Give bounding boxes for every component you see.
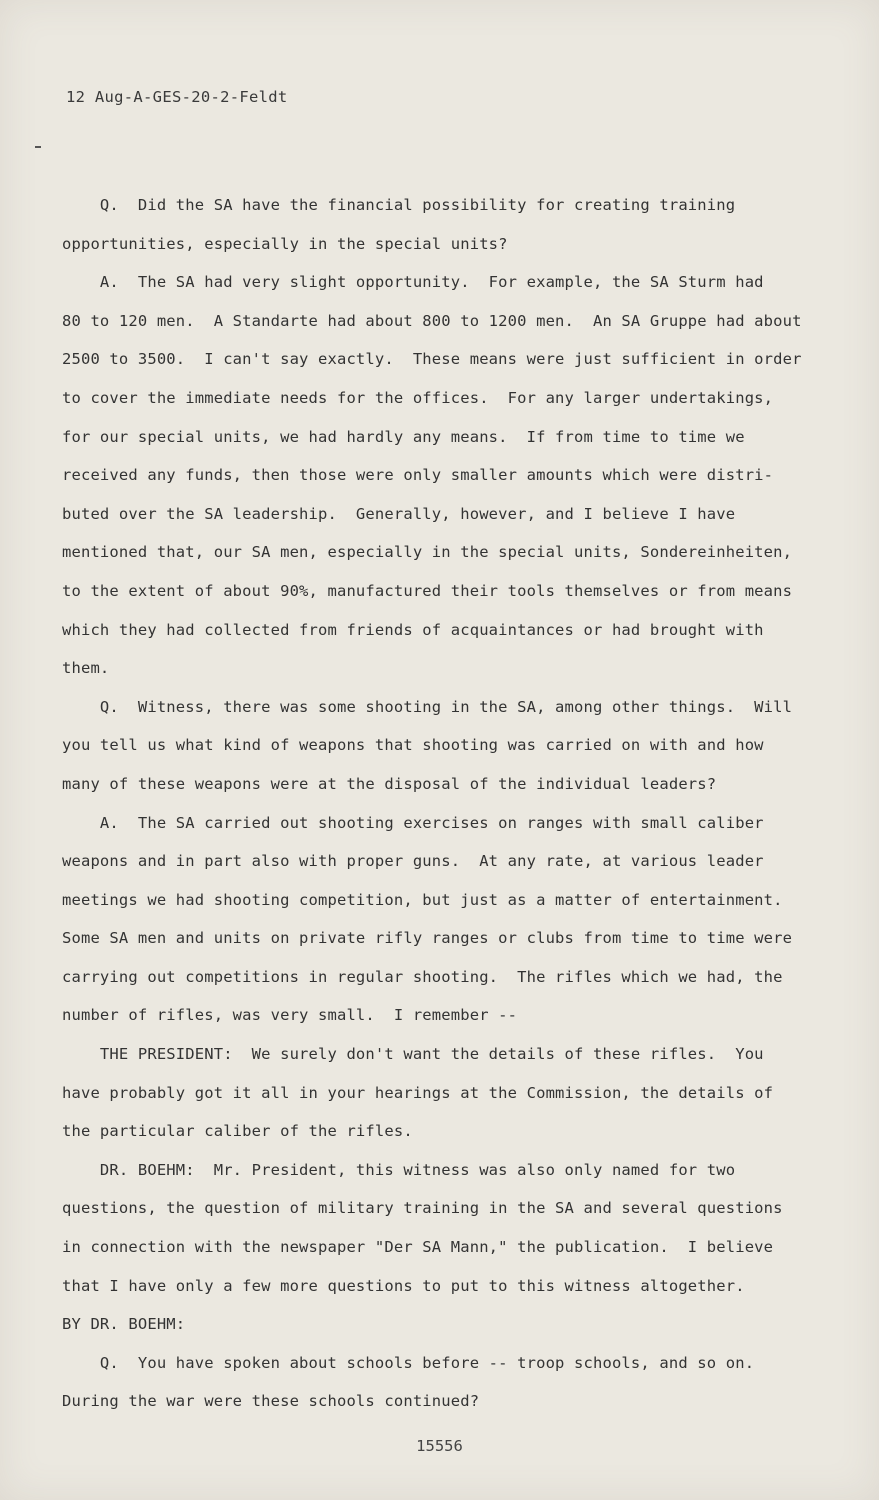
transcript-line: 80 to 120 men. A Standarte had about 800 to 1200 men. An SA Gruppe had about: [62, 311, 802, 330]
transcript-line: many of these weapons were at the disposal of the individual leaders?: [62, 774, 717, 793]
transcript-line: During the war were these schools continued?: [62, 1392, 480, 1411]
transcript-line: 2500 to 3500. I can't say exactly. These means were just sufficient in order: [62, 350, 802, 369]
margin-mark: [35, 146, 41, 148]
transcript-line: received any funds, then those were only smaller amounts which were distri-: [62, 466, 774, 485]
transcript-body: [62, 186, 810, 1421]
transcript-line: weapons and in part also with proper guns. At any rate, at various leader: [62, 852, 764, 871]
transcript-line: have probably got it all in your hearings at the Commission, the details of: [62, 1083, 774, 1102]
transcript-line: them.: [62, 659, 110, 678]
transcript-line: DR. BOEHM: Mr. President, this witness was also only named for two: [62, 1160, 736, 1179]
transcript-line: opportunities, especially in the special units?: [62, 234, 508, 253]
transcript-line: that I have only a few more questions to put to this witness altogether.: [62, 1276, 745, 1295]
transcript-line: which they had collected from friends of acquaintances or had brought with: [62, 620, 764, 639]
transcript-line: A. The SA had very slight opportunity. For example, the SA Sturm had: [62, 273, 764, 292]
transcript-line: Q. Witness, there was some shooting in the SA, among other things. Will: [62, 697, 793, 716]
transcript-line: mentioned that, our SA men, especially in the special units, Sondereinheiten,: [62, 543, 793, 562]
transcript-line: in connection with the newspaper "Der SA Mann," the publication. I believe: [62, 1238, 774, 1257]
transcript-line: THE PRESIDENT: We surely don't want the details of these rifles. You: [62, 1045, 764, 1064]
transcript-line: for our special units, we had hardly any means. If from time to time we: [62, 427, 745, 446]
transcript-line: Some SA men and units on private rifly ranges or clubs from time to time were: [62, 929, 793, 948]
transcript-line: BY DR. BOEHM:: [62, 1315, 186, 1334]
page-number: 15556: [416, 1437, 463, 1455]
document-reference: 12 Aug-A-GES-20-2-Feldt: [66, 88, 288, 106]
transcript-line: A. The SA carried out shooting exercises on ranges with small caliber: [62, 813, 764, 832]
transcript-line: Q. You have spoken about schools before -- troop schools, and so on.: [62, 1353, 755, 1372]
transcript-line: you tell us what kind of weapons that shooting was carried on with and how: [62, 736, 764, 755]
transcript-line: to the extent of about 90%, manufactured their tools themselves or from means: [62, 581, 793, 600]
transcript-line: buted over the SA leadership. Generally, however, and I believe I have: [62, 504, 736, 523]
transcript-line: the particular caliber of the rifles.: [62, 1122, 413, 1141]
transcript-line: number of rifles, was very small. I remember --: [62, 1006, 518, 1025]
transcript-line: carrying out competitions in regular shooting. The rifles which we had, the: [62, 967, 783, 986]
transcript-line: meetings we had shooting competition, but just as a matter of entertainment.: [62, 890, 783, 909]
transcript-line: questions, the question of military training in the SA and several questions: [62, 1199, 783, 1218]
transcript-line: Q. Did the SA have the financial possibility for creating training: [62, 196, 736, 214]
transcript-line: to cover the immediate needs for the offices. For any larger undertakings,: [62, 388, 774, 407]
